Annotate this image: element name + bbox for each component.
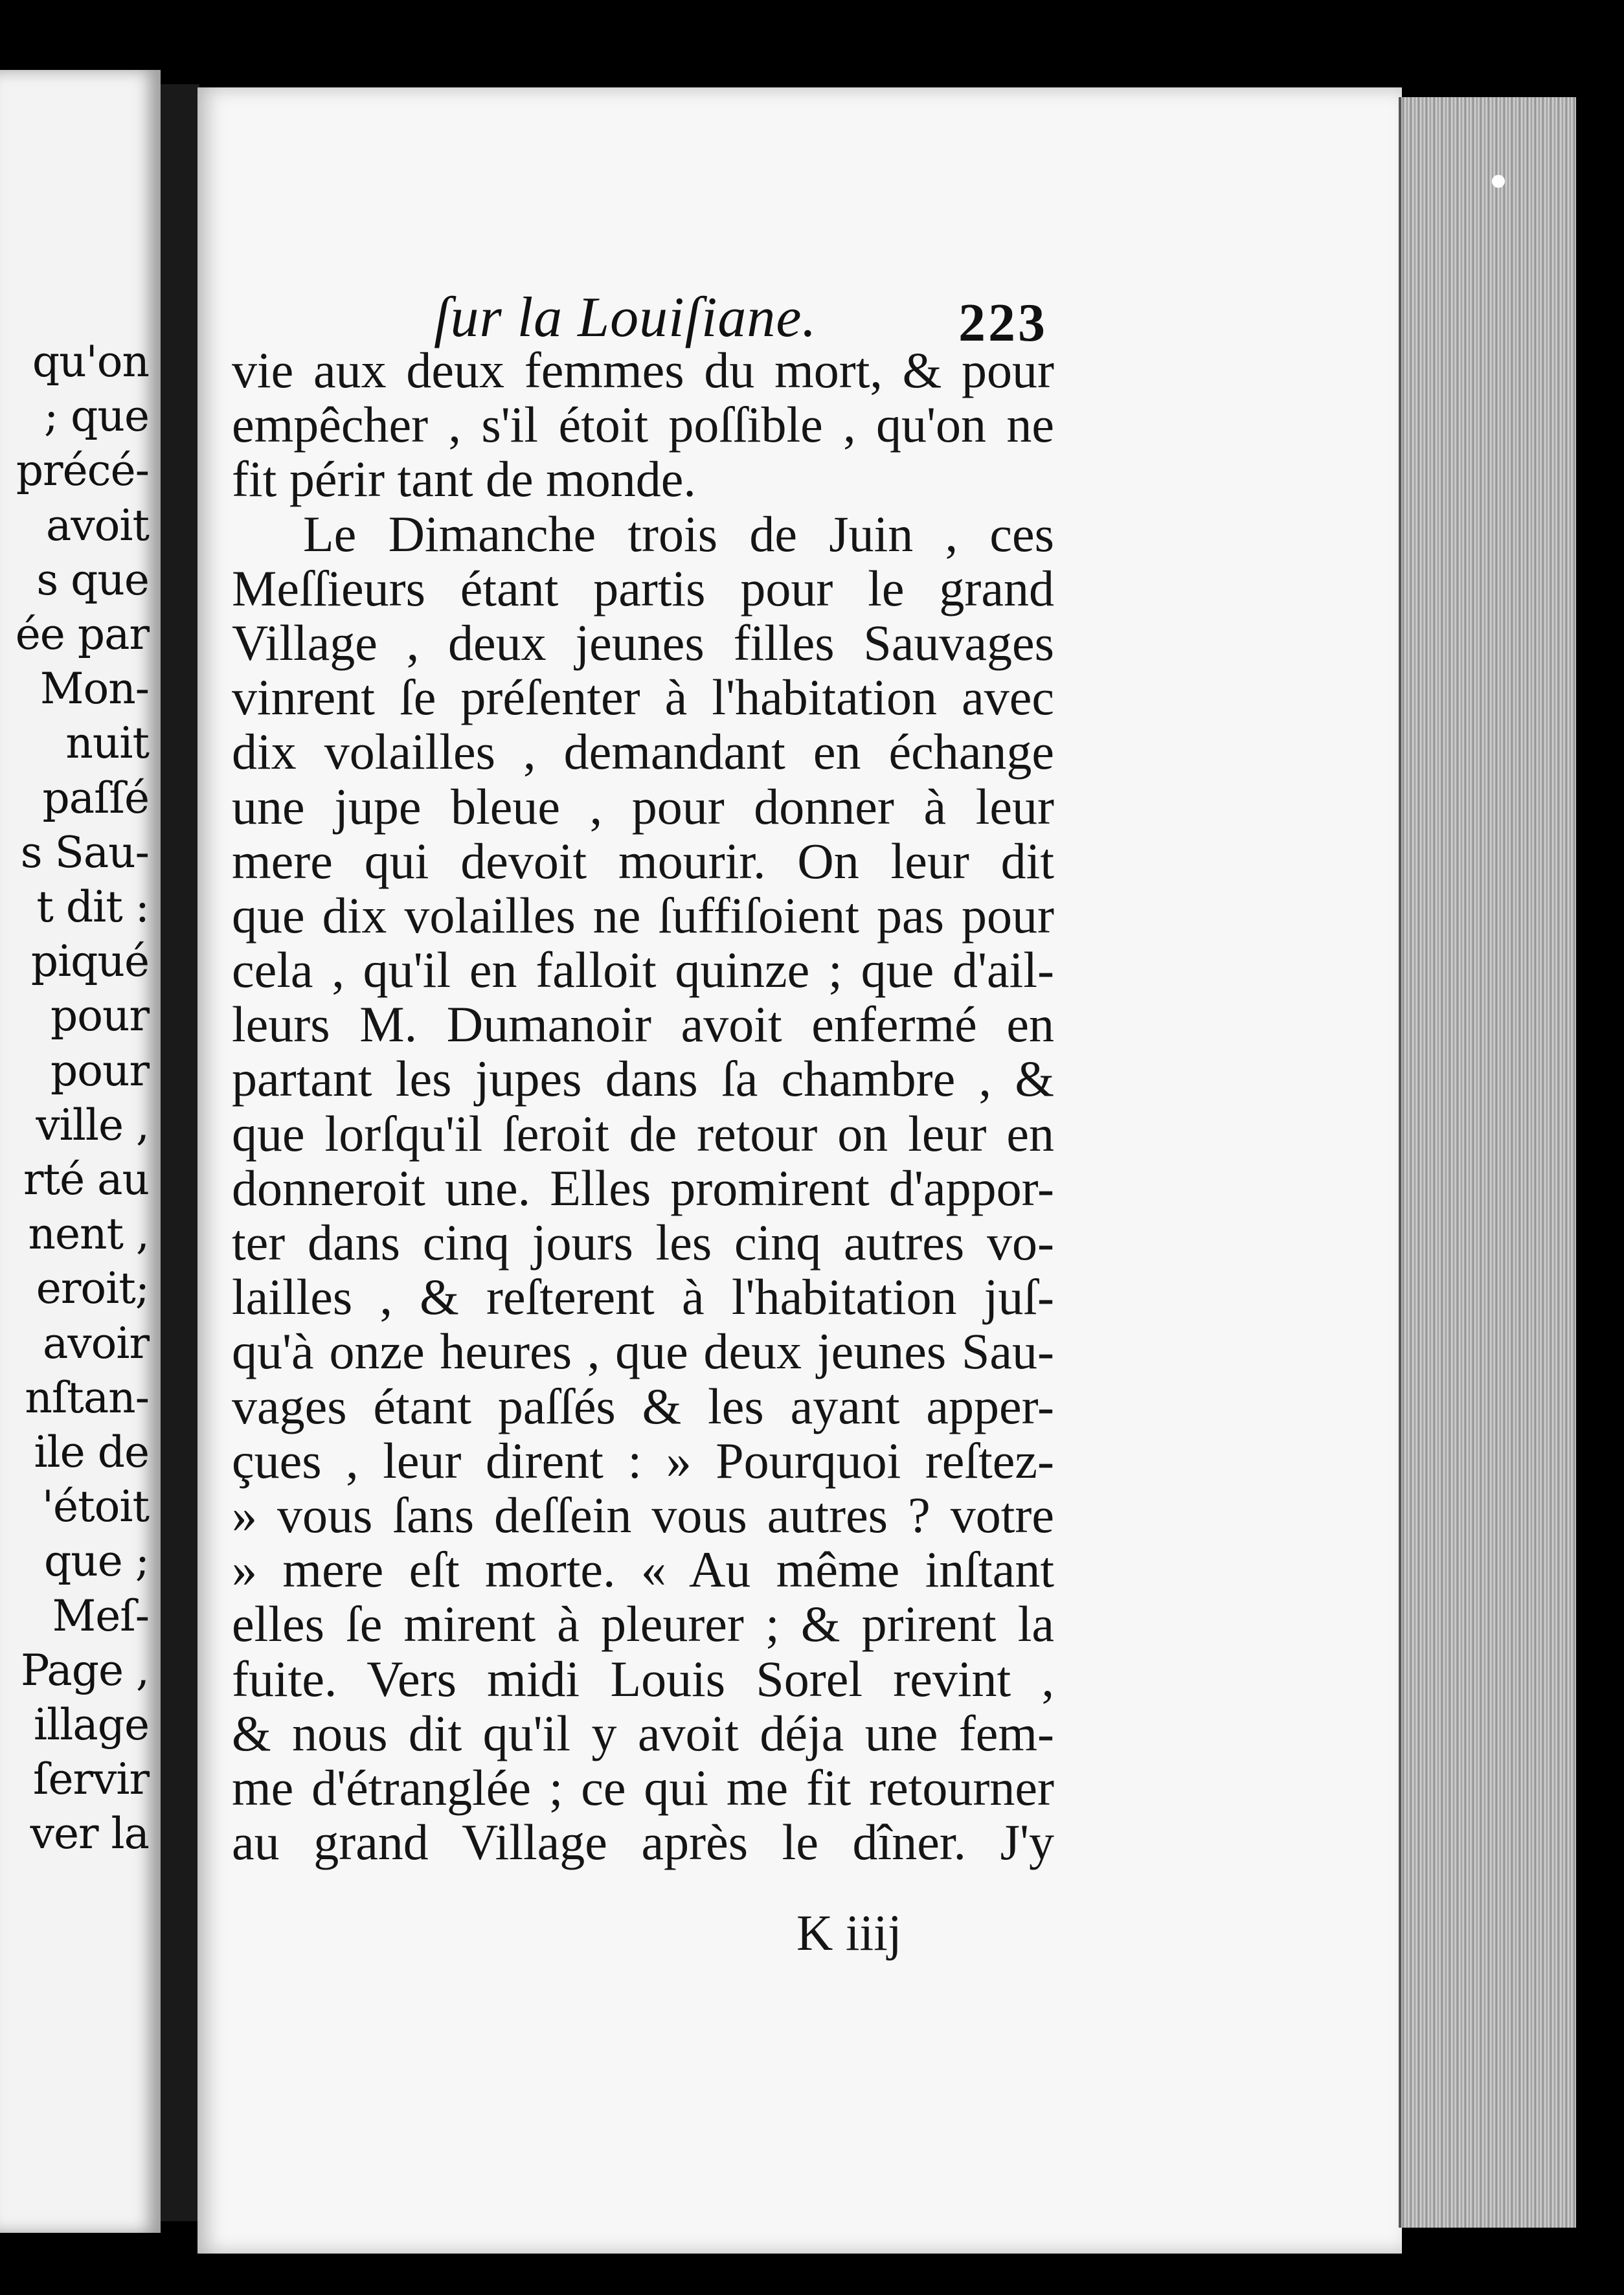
previous-page-line: que ; [43,1536,149,1587]
previous-page-line: ; que [43,391,149,442]
signature-mark: K iiij [796,1905,902,1961]
text-line: Meſſieurs étant partis pour le grand [232,560,1054,616]
text-line: empêcher , s'il étoit poſſible , qu'on ne [232,396,1054,453]
previous-page-line: qu'on [32,337,149,387]
page-edges [1399,97,1576,2228]
page-number: 223 [958,293,1048,353]
text-line: Le Dimanche trois de Juin , ces [303,505,1054,562]
text-line: qu'à onze heures , que deux jeunes Sau- [232,1323,1054,1380]
previous-page-line: ver la [30,1809,149,1859]
text-line: me d'étranglée ; ce qui me fit retourner [232,1759,1054,1816]
text-line: fuite. Vers midi Louis Sorel revint , [232,1650,1054,1707]
previous-page-line: Page , [20,1645,149,1695]
text-line: vages étant paſſés & les ayant apper- [232,1377,1054,1434]
previous-page-line: pour [50,1045,149,1096]
previous-page-line: ſervir [33,1754,149,1805]
previous-page-line: 'étoit [41,1482,149,1532]
previous-page-line: piqué [30,936,149,987]
text-line: vinrent ſe préſenter à l'habitation avec [232,669,1054,726]
book-gutter [161,84,199,2221]
previous-page-line: nſtan- [25,1372,149,1423]
text-line: donneroit une. Elles promirent d'appor- [232,1159,1054,1216]
previous-page-line: illage [34,1700,149,1750]
text-line: dix volailles , demandant en échange [232,723,1054,780]
body-text [232,343,1054,1870]
previous-page-line: t dit : [36,882,149,932]
previous-page-line: précé- [16,446,149,496]
previous-page-line: avoit [45,500,149,550]
text-line: Village , deux jeunes filles Sauvages [232,614,1054,671]
text-line: » vous ſans deſſein vous autres ? votre [232,1486,1054,1543]
previous-page-line: nuit [65,718,149,769]
previous-page-line: Meſ- [52,1590,149,1641]
edge-mark [1492,175,1505,188]
text-line: leurs M. Dumanoir avoit enfermé en [232,996,1054,1053]
text-line: que dix volailles ne ſuffiſoient pas pour [232,887,1054,944]
text-line: une jupe bleue , pour donner à leur [232,778,1054,835]
previous-page-text [0,337,161,1891]
text-line: çues , leur dirent : » Pourquoi reſtez- [232,1432,1054,1489]
text-line: que lorſqu'il ſeroit de retour on leur en [232,1105,1054,1162]
previous-page-line: paſſé [42,773,149,823]
text-line: & nous dit qu'il y avoit déja une fem- [232,1704,1054,1761]
text-line: au grand Village après le dîner. J'y [232,1814,1054,1871]
previous-page-line: ville , [36,1100,149,1150]
text-line: mere qui devoit mourir. On leur dit [232,832,1054,889]
previous-page-line: Mon- [39,664,149,714]
text-line: partant les jupes dans ſa chambre , & [232,1050,1054,1107]
text-line: fit périr tant de monde. [232,451,696,508]
previous-page-line: pour [50,991,149,1041]
text-line: lailles , & reſterent à l'habitation juſ- [232,1269,1054,1326]
previous-page-line: avoir [42,1318,149,1368]
previous-page-line: eroit; [36,1263,149,1314]
previous-page-line: rté au [23,1155,149,1204]
text-line: cela , qu'il en falloit quinze ; que d'ail- [232,942,1054,999]
text-line: » mere eſt morte. « Au même inſtant [232,1541,1054,1598]
running-head: ſur la Louiſiane. [434,286,817,349]
previous-page-line: ée par [15,609,149,659]
previous-page-line: ile de [34,1427,149,1477]
previous-page-line: nent , [28,1209,149,1260]
text-line: elles ſe mirent à pleurer ; & prirent la [232,1596,1054,1653]
text-line: ter dans cinq jours les cinq autres vo- [232,1214,1054,1271]
previous-page-line: s que [36,554,149,605]
previous-page-line: s Sau- [20,827,149,877]
text-line: vie aux deux femmes du mort, & pour [232,342,1054,398]
